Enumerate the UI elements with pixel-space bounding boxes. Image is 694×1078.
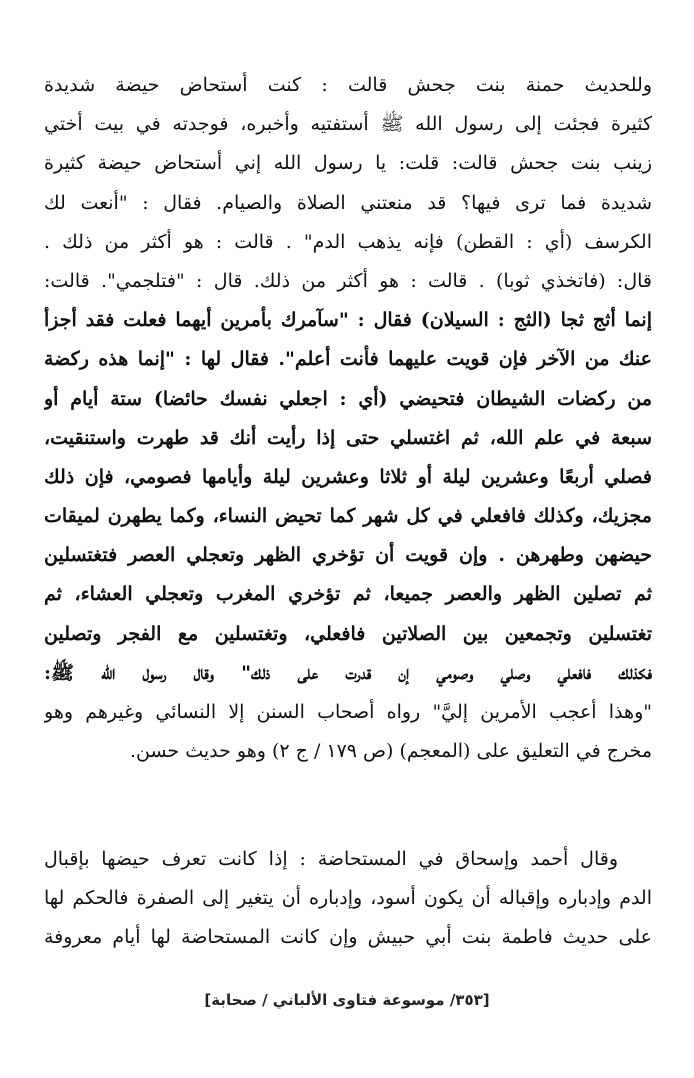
text-line: زينب بنت جحش قالت: قلت: يا رسول الله إني أستحاض حيضة كثيرة [44, 152, 652, 175]
text-line: فكذلك فافعلي وصلي وصومي إن قدرت على ذلك" وقال رسول الله ﷺ: [44, 661, 652, 684]
text-line: مخرج في التعليق على (المعجم) (ص ١٧٩ / ج ٢) وهو حديث حسن. [129, 740, 652, 763]
page-footer: [٣٥٣/ موسوعة فتاوى الألباني / صحابة] [204, 991, 490, 1009]
text-line: شديدة فما ترى فيها؟ قد منعتني الصلاة والصيام. فقال : "أنعت لك [44, 191, 652, 214]
text-line: مجزيك، وكذلك فافعلي في كل شهر كما تحيض النساء، وكما يطهرن لميقات [44, 505, 652, 528]
text-line: من ركضات الشيطان فتحيضي (أي : اجعلي نفسك حائضا) ستة أيام أو [44, 387, 652, 410]
text-line: ثم تصلين الظهر والعصر جميعا، ثم تؤخري المغرب وتعجلي العشاء، ثم [44, 583, 652, 606]
text-line: قال: (فاتخذي ثوبا) . قالت : هو أكثر من ذلك. قال : "فتلجمي". قالت: [44, 269, 652, 292]
text-line: عنك من الآخر فإن قويت عليهما فأنت أعلم". فقال لها : "إنما هذه ركضة [44, 348, 652, 371]
text-line: إنما أثج ثجا (الثج : السيلان) فقال : "سآمرك بأمرين أيهما فعلت فقد أجزأ [44, 309, 652, 332]
text-line: سبعة في علم الله، ثم اغتسلي حتى إذا رأيت أنك قد طهرت واستنقيت، [44, 426, 652, 449]
text-line: وللحديث حمنة بنت جحش قالت : كنت أستحاض حيضة شديدة [44, 74, 652, 96]
text-line: على حديث فاطمة بنت أبي حبيش وإن كانت المستحاضة لها أيام معروفة [44, 926, 652, 949]
text-line: تغتسلين وتجمعين بين الصلاتين فافعلي، وتغتسلين مع الفجر وتصلين [44, 622, 652, 645]
paragraph-ahmad-ishaq [44, 840, 652, 958]
text-line: "وهذا أعجب الأمرين إليَّ" رواه أصحاب السنن إلا النسائي وغيرهم وهو [44, 701, 652, 723]
paragraph-hadith-hamna [44, 66, 652, 771]
text-line: حيضهن وطهرهن . وإن قويت أن تؤخري الظهر وتعجلي العصر فتغتسلين [44, 544, 652, 567]
text-line: الكرسف (أي : القطن) فإنه يذهب الدم" . قالت : هو أكثر من ذلك . [44, 230, 652, 253]
text-line: فصلي أربعًا وعشرين ليلة أو ثلاثا وعشرين ليلة وأيامها فصومي، فإن ذلك [44, 465, 652, 488]
text-line: الدم وإدباره وإقباله أن يكون أسود، وإدباره أن يتغير إلى الصفرة فالحكم لها [44, 887, 652, 910]
text-line: وقال أحمد وإسحاق في المستحاضة : إذا كانت تعرف حيضها بإقبال [44, 848, 618, 870]
text-line: كثيرة فجئت إلى رسول الله ﷺ أستفتيه وأخبره، فوجدته في بيت أختي [44, 113, 652, 136]
